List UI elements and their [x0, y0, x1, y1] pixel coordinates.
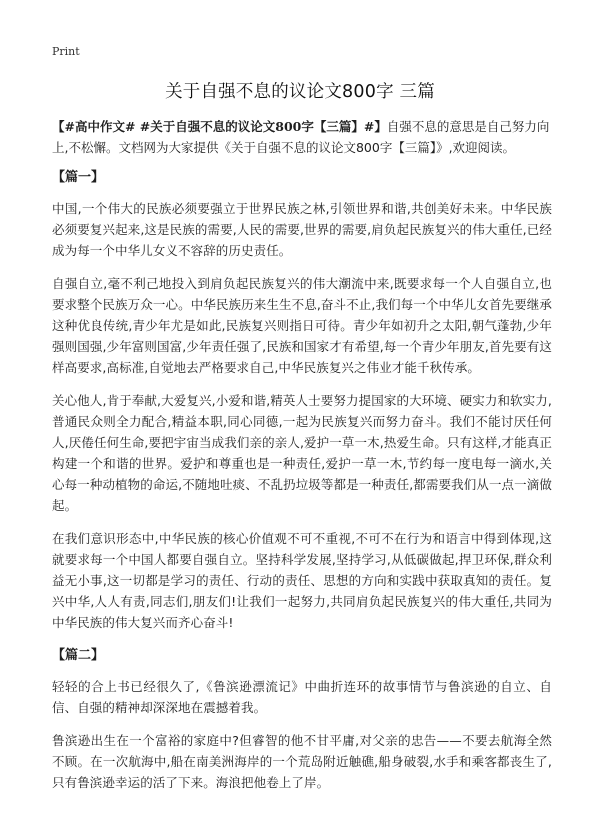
paragraph: 在我们意识形态中,中华民族的核心价值观不可不重视,不可不在行为和语言中得到体现,这就要求每一个中国人都要自强自立。坚持科学发展,坚持学习,从低碳做起,捍卫环保,群众利益无小事,这一切都是学习的责任、行动的责任、思想的方向和实践中获取真知的责任。复兴中华,人人有责,同志们,朋友们!让我们一起努力,共同肩负起民族复兴的伟大重任,共同为中华民族的伟大复兴而齐心奋斗!: [52, 531, 552, 630]
article-body: [52, 116, 552, 805]
section-heading: 【篇二】: [52, 648, 105, 663]
page-title: 关于自强不息的议论文800字 三篇: [165, 82, 435, 102]
paragraph: 鲁滨逊出生在一个富裕的家庭中?但睿智的他不甘平庸,对父亲的忠告——不要去航海全然不顾。在一次航海中,船在南美洲海岸的一个荒岛附近触礁,船身破裂,水手和乘客都丧生了,只有鲁滨逊幸运的活了下来。海浪把他卷上了岸。: [52, 733, 552, 790]
paragraph: 轻轻的合上书已经很久了,《鲁滨逊漂流记》中曲折连环的故事情节与鲁滨逊的自立、自信、自强的精神却深深地在震撼着我。: [52, 679, 552, 715]
print-link[interactable]: Print: [52, 45, 80, 58]
intro-tag: 【#高中作文# #关于自强不息的议论文800字【三篇】#】: [52, 119, 387, 134]
section-heading: 【篇一】: [52, 170, 105, 185]
section-1: [52, 167, 552, 633]
paragraph: 自强自立,毫不利己地投入到肩负起民族复兴的伟大潮流中来,既要求每一个人自强自立,也要求整个民族万众一心。中华民族历来生生不息,奋斗不止,我们每一个中华儿女首先要继承这种优良传统,青少年尤是如此,民族复兴则指日可待。青少年如初升之太阳,朝气蓬勃,少年强则国强,少年富则国富,少年责任强了,民族和国家才有希望,每一个青少年朋友,首先要有这样高要求,高标准,自觉地去严格要求自己,中华民族复兴之伟业才能千秋传承。: [52, 276, 552, 375]
intro-paragraph: [52, 116, 552, 158]
paragraph: 中国,一个伟大的民族必须要强立于世界民族之林,引领世界和谐,共创美好未来。中华民族必须要复兴起来,这是民族的需要,人民的需要,世界的需要,肩负起民族复兴的伟大重任,已经成为每一个中华儿女义不容辞的历史责任。: [52, 201, 552, 258]
intro-text: 自强不息的意思是自己努力向上,不松懈。文档网为大家提供《关于自强不息的议论文800字【三篇】》,欢迎阅读。: [52, 119, 550, 155]
section-2: [52, 645, 552, 793]
paragraph: 关心他人,肯于奉献,大爱复兴,小爱和谐,精英人士要努力提国家的大环境、硬实力和软实力,普通民众则全力配合,精益本职,同心同德,一起为民族复兴而努力奋斗。我们不能讨厌任何人,厌倦任何生命,要把宇宙当成我们亲的亲人,爱护一草一木,热爱生命。只有这样,才能真正构建一个和谐的世界。爱护和尊重也是一种责任,爱护一草一木,节约每一度电每一滴水,关心每一种动植物的命运,不随地吐痰、不乱扔垃圾等都是一种责任,都需要我们从一点一滴做起。: [52, 393, 552, 513]
